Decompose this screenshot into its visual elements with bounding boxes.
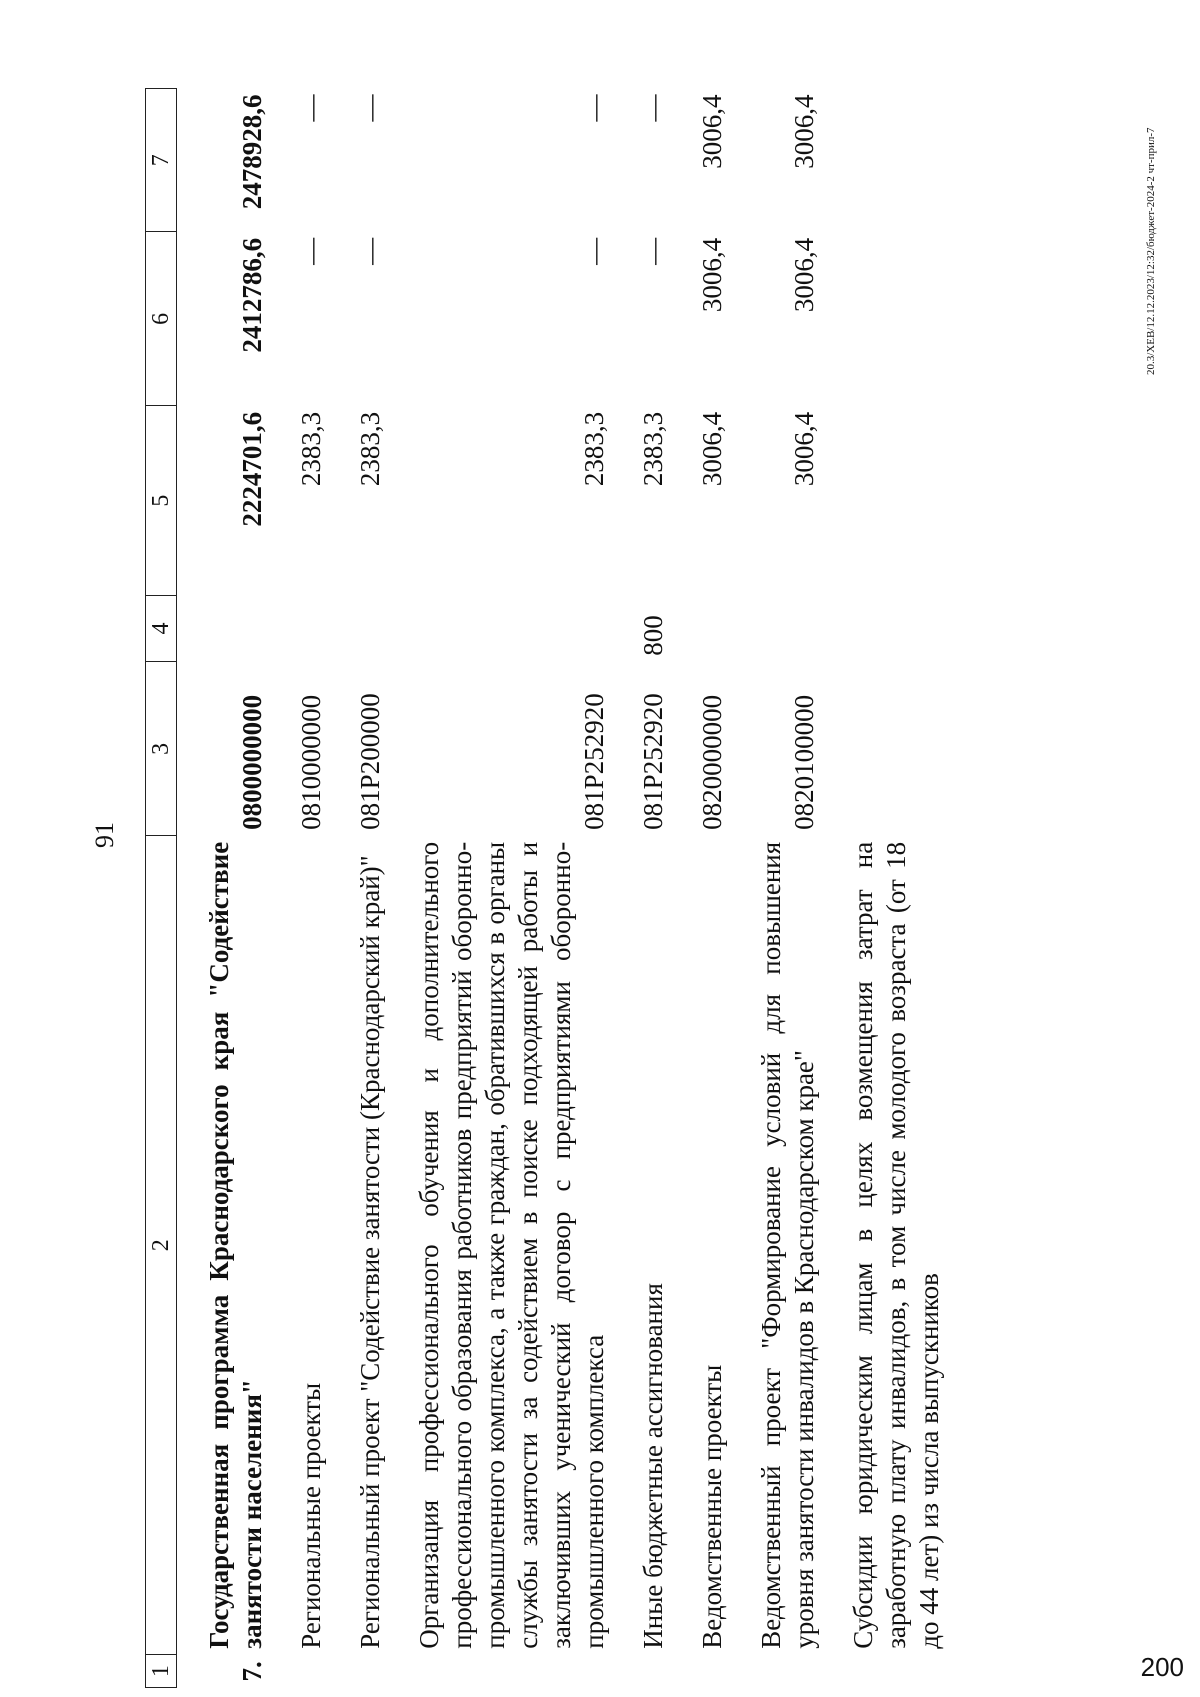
row-type	[269, 595, 328, 662]
row-value-5: 2383,3	[355, 411, 385, 487]
row-code: 0820100000	[789, 694, 819, 830]
row-value-7	[821, 89, 946, 232]
row-name: Иные бюджетные ассигнования	[638, 1283, 668, 1649]
row-value-5: 2383,3	[638, 411, 668, 487]
header-cell: 7	[146, 89, 177, 232]
row-code: 081P252920	[638, 693, 668, 830]
row-value-7: 3006,4	[697, 94, 727, 169]
page-number: 91	[90, 822, 119, 848]
row-code: 081P200000	[355, 693, 385, 830]
row-name: Организация профессионального обучения и дополнительного профессионального образования работников предприятий оборонно-промышленного комплекса, а также граждан, обратившихся в органы службы занятости за содействием в поиске подходящей работы и заключивших ученический договор с предприятиями оборонно-промышленного комплекса	[414, 841, 609, 1649]
row-code	[821, 662, 946, 836]
row-value-7: 3006,4	[789, 94, 819, 169]
row-number	[328, 1655, 387, 1688]
row-type	[729, 595, 821, 662]
row-number	[729, 1655, 821, 1688]
row-value-5: 2383,3	[296, 411, 326, 487]
budget-table	[145, 88, 946, 1688]
row-value-7: —	[296, 94, 326, 122]
row-value-6: —	[638, 237, 668, 265]
header-cell: 2	[146, 836, 177, 1655]
row-code: 0810000000	[296, 694, 326, 830]
table-row	[611, 89, 670, 1688]
row-value-7: 2478928,6	[237, 94, 267, 210]
table-row	[670, 89, 729, 1688]
row-value-5: 3006,4	[697, 411, 727, 487]
row-code: 0820000000	[697, 694, 727, 830]
row-value-6: 2412786,6	[237, 237, 267, 353]
row-number	[611, 1655, 670, 1688]
row-name: Субсидии юридическим лицам в целях возмещения затрат на заработную плату инвалидов, в том числе молодого возраста (от 18 до 44 лет) из числа выпускников	[848, 841, 944, 1649]
row-value-5: 2224701,6	[237, 411, 267, 527]
row-type	[821, 595, 946, 662]
row-name: Ведомственный проект "Формирование условий для повышения уровня занятости инвалидов в Краснодарском крае"	[756, 841, 819, 1649]
row-number	[269, 1655, 328, 1688]
row-number	[387, 1655, 611, 1688]
row-value-6: —	[296, 237, 326, 265]
rotated-table-wrapper	[145, 88, 1145, 1688]
row-value-5: 3006,4	[789, 411, 819, 487]
header-cell: 3	[146, 662, 177, 836]
header-cell: 5	[146, 406, 177, 595]
row-value-6	[821, 232, 946, 406]
table-row	[387, 89, 611, 1688]
footer-code: 20.3/ХЕВ/12.12.2023/12:32/бюджет-2024-2 чт-прил-7	[1145, 127, 1157, 375]
table-row	[269, 89, 328, 1688]
row-type: 800	[638, 615, 668, 656]
row-value-7: —	[579, 94, 609, 122]
row-value-6: 3006,4	[697, 237, 727, 313]
row-name: Региональные проекты	[296, 1382, 326, 1649]
row-number: 7.	[237, 1661, 267, 1682]
row-code: 0800000000	[237, 694, 267, 830]
row-value-5	[821, 406, 946, 595]
row-value-5: 2383,3	[579, 411, 609, 487]
row-value-6: —	[355, 237, 385, 265]
row-value-6: —	[579, 237, 609, 265]
table-row	[729, 89, 821, 1688]
row-type	[328, 595, 387, 662]
table-row	[177, 89, 270, 1688]
row-type	[387, 595, 611, 662]
row-name: Региональный проект "Содействие занятости (Краснодарский край)"	[355, 855, 385, 1649]
row-value-7: —	[355, 94, 385, 122]
header-cell: 1	[146, 1655, 177, 1688]
table-row	[821, 89, 946, 1688]
table-row	[328, 89, 387, 1688]
header-cell: 6	[146, 232, 177, 406]
row-name: Государственная программа Краснодарского края "Содействие занятости населения"	[204, 841, 267, 1649]
row-type	[670, 595, 729, 662]
row-type	[177, 595, 270, 662]
table-header-row	[146, 89, 177, 1688]
corner-page-number: 200	[1140, 1652, 1184, 1682]
row-name: Ведомственные проекты	[697, 1364, 727, 1649]
header-cell: 4	[146, 595, 177, 662]
row-code: 081P252920	[579, 693, 609, 830]
row-value-6: 3006,4	[789, 237, 819, 313]
row-number	[821, 1655, 946, 1688]
row-value-7: —	[638, 94, 668, 122]
row-number	[670, 1655, 729, 1688]
